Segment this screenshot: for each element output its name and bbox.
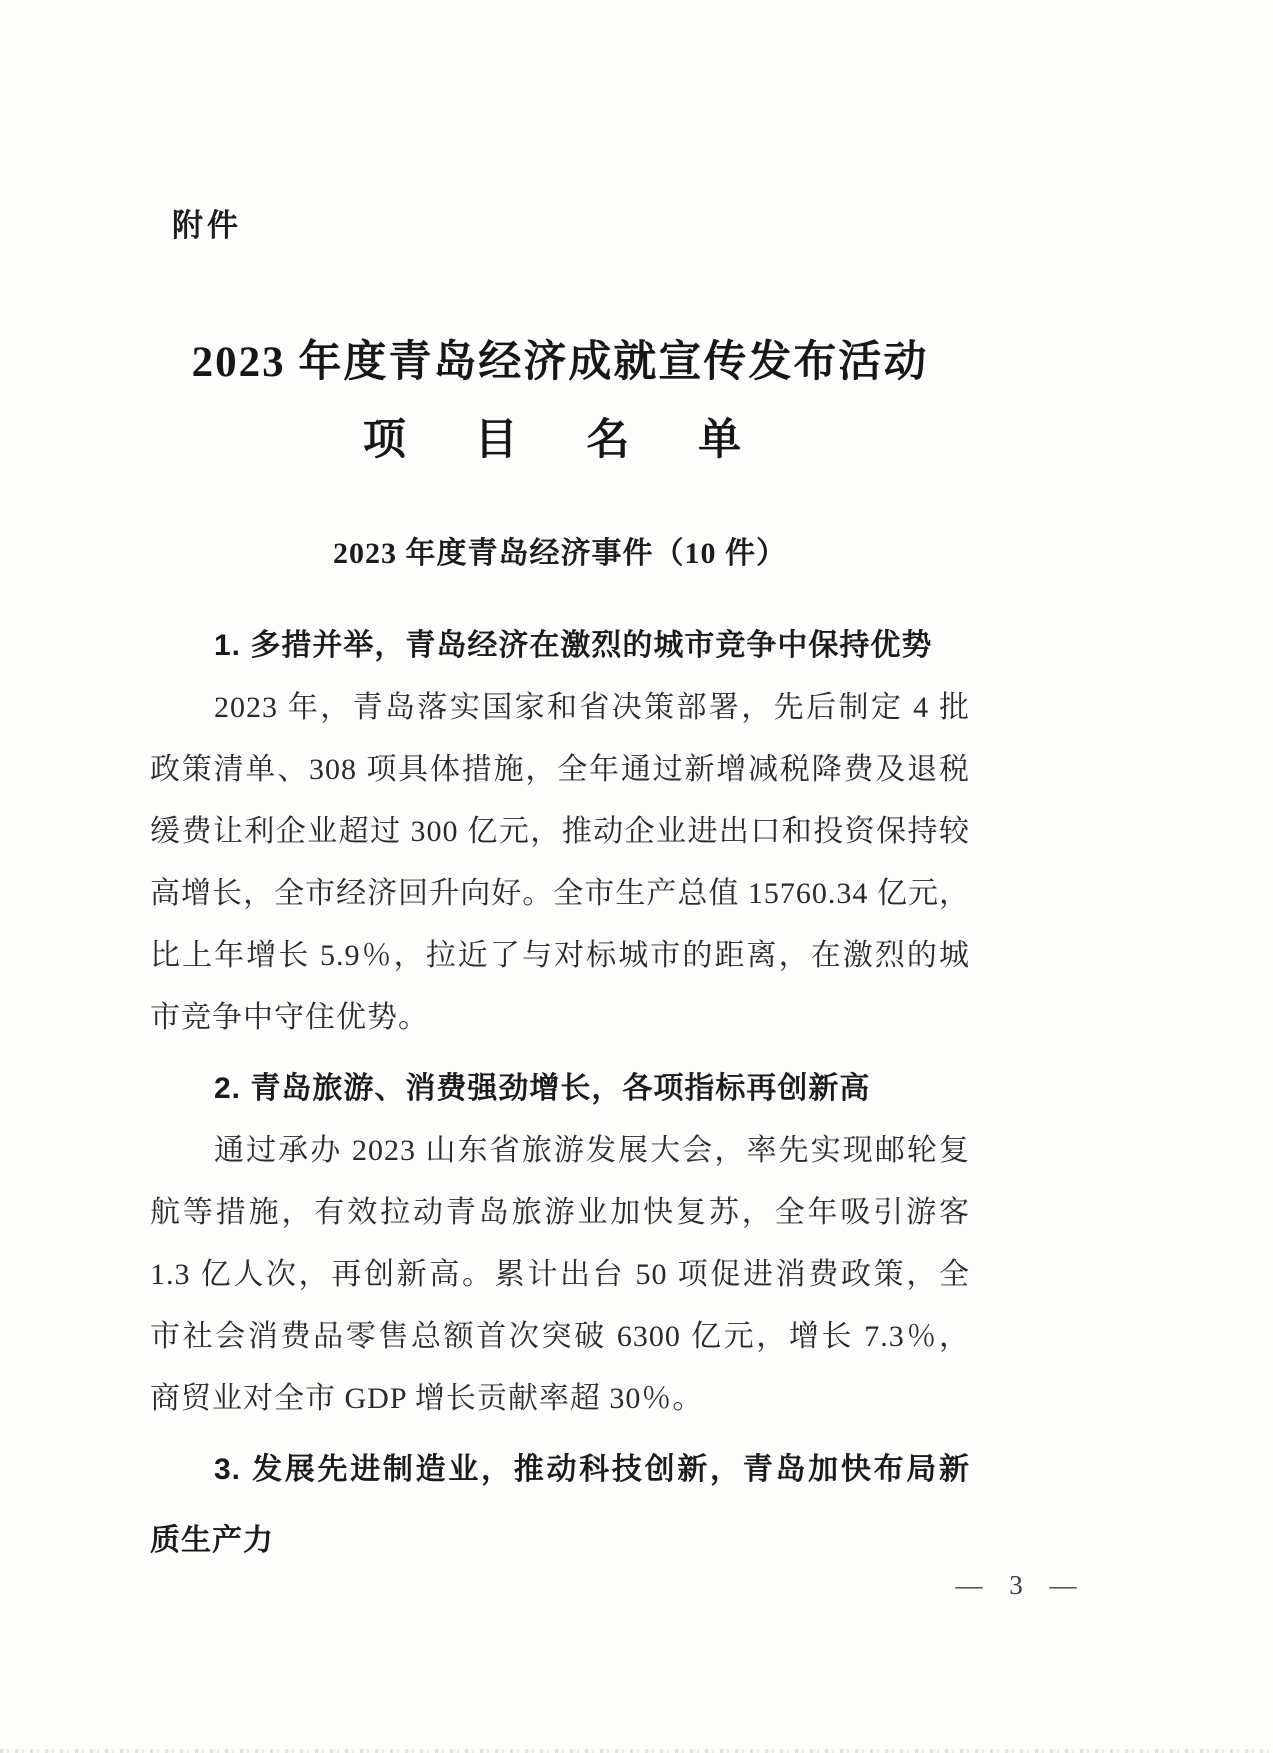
item-heading-line: 2. 青岛旅游、消费强劲增长，各项指标再创新高 xyxy=(214,1072,871,1105)
paragraph-line: 航等措施，有效拉动青岛旅游业加快复苏，全年吸引游客 xyxy=(150,1196,970,1229)
document-body xyxy=(150,606,970,1572)
page-number: — 3 — xyxy=(955,1570,1079,1600)
paragraph-line: 1.3 亿人次，再创新高。累计出台 50 项促进消费政策，全 xyxy=(150,1258,970,1291)
paragraph-line: 2023 年，青岛落实国家和省决策部署，先后制定 4 批 xyxy=(214,691,970,724)
paragraph-line: 通过承办 2023 山东省旅游发展大会，率先实现邮轮复 xyxy=(214,1134,970,1167)
item-heading-line: 质生产力 xyxy=(150,1524,274,1557)
item-heading-line: 3. 发展先进制造业，推动科技创新，青岛加快布局新 xyxy=(214,1453,970,1486)
attachment-label: 附件 xyxy=(172,208,242,243)
scan-noise-band xyxy=(0,1749,1273,1753)
paragraph-line: 比上年增长 5.9％，拉近了与对标城市的距离，在激烈的城 xyxy=(150,939,970,972)
section-title: 2023 年度青岛经济事件（10 件） xyxy=(333,537,787,570)
paragraph-line: 市社会消费品零售总额首次突破 6300 亿元，增长 7.3％， xyxy=(150,1320,970,1353)
paragraph-line: 政策清单、308 项具体措施，全年通过新增减税降费及退税 xyxy=(150,753,970,786)
paragraph-line: 商贸业对全市 GDP 增长贡献率超 30％。 xyxy=(150,1382,704,1415)
item-heading-line: 1. 多措并举，青岛经济在激烈的城市竞争中保持优势 xyxy=(214,629,933,662)
document-title-line-1: 2023 年度青岛经济成就宣传发布活动 xyxy=(191,339,929,386)
paragraph-line: 缓费让利企业超过 300 亿元，推动企业进出口和投资保持较 xyxy=(150,815,970,848)
paragraph-line: 市竞争中守住优势。 xyxy=(150,1001,429,1034)
paragraph-line: 高增长，全市经济回升向好。全市生产总值 15760.34 亿元， xyxy=(150,877,970,910)
document-title-line-2: 项 目 名 单 xyxy=(362,417,758,464)
